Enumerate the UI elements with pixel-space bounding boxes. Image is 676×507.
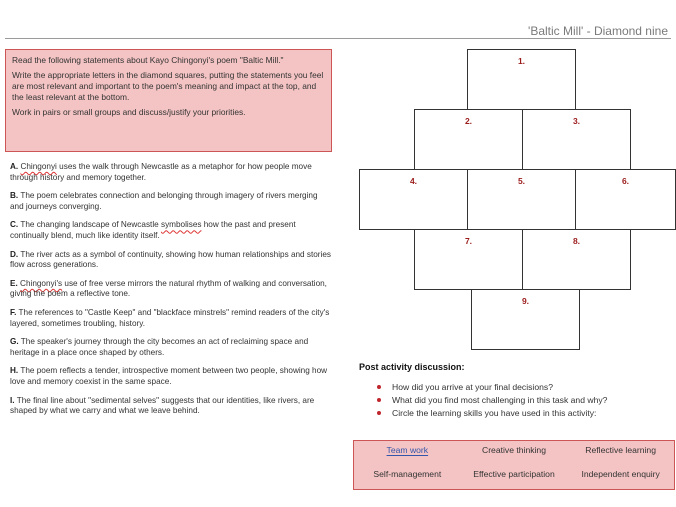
statement-h: H. The poem reflects a tender, introspective moment between two people, showing how love and memory coexist in the same space.: [10, 366, 328, 386]
statement-d: D. The river acts as a symbol of continuity, showing how human relationships and stories flow across generations.: [10, 249, 331, 270]
statement-f: F. The references to "Castle Keep" and "blackface minstrels" remind readers of the city's layered, sometimes troubling, history.: [10, 307, 330, 328]
learning-skills-box: [353, 440, 675, 490]
skill-effective-participation[interactable]: Effective participation: [473, 468, 555, 479]
diamond-square-8[interactable]: 8.: [522, 229, 631, 290]
statement-g: G. The speaker's journey through the city becomes an act of reclaiming space and heritage in a place once shaped by others.: [10, 337, 309, 357]
statement-b: B. The poem celebrates connection and belonging through imagery of rivers merging and journeys converging.: [10, 191, 318, 211]
diamond-square-6[interactable]: 6.: [575, 169, 676, 230]
discussion-question: What did you find most challenging in this task and why?: [392, 394, 671, 407]
statement-list: [10, 162, 332, 425]
diamond-square-9[interactable]: 9.: [471, 289, 580, 350]
title-divider: [5, 38, 671, 39]
skill-self-management[interactable]: Self-management: [373, 468, 442, 479]
post-activity-discussion: [359, 362, 671, 420]
skill-team-work[interactable]: Team work: [386, 444, 429, 455]
diamond-square-1[interactable]: 1.: [467, 49, 576, 110]
page-title: 'Baltic Mill' - Diamond nine: [528, 24, 668, 38]
instruction-write: Write the appropriate letters in the diamond squares, putting the statements you feel are most relevant and important to the poem's meaning and impact at the top, and the least relevant at the bottom.: [12, 69, 324, 102]
diamond-square-3[interactable]: 3.: [522, 109, 631, 170]
statement-a: A. Chingonyi uses the walk through Newcastle as a metaphor for how people move through history and memory together.: [10, 162, 312, 182]
skill-independent-enquiry[interactable]: Independent enquiry: [581, 468, 660, 479]
discussion-questions: [359, 381, 671, 420]
statement-i: I. The final line about "sedimental selves" suggests that our identities, like rivers, are shaped by what we carry and what we leave behind.: [10, 395, 315, 416]
instruction-discuss: Work in pairs or small groups and discuss/justify your priorities.: [12, 106, 246, 117]
statement-e: E. Chingonyi's use of free verse mirrors the natural rhythm of walking and conversation, giving the poem a reflective tone.: [10, 278, 327, 299]
skill-reflective-learning[interactable]: Reflective learning: [585, 444, 656, 455]
diamond-square-2[interactable]: 2.: [414, 109, 523, 170]
skill-creative-thinking[interactable]: Creative thinking: [481, 444, 546, 455]
diamond-square-4[interactable]: 4.: [359, 169, 468, 230]
instruction-read: Read the following statements about Kayo Chingonyi's poem "Baltic Mill.": [12, 55, 284, 65]
discussion-heading: Post activity discussion:: [359, 362, 465, 372]
discussion-question: How did you arrive at your final decisions?: [392, 381, 671, 394]
instructions-box: [5, 49, 332, 152]
discussion-question: Circle the learning skills you have used in this activity:: [392, 407, 671, 420]
diamond-square-7[interactable]: 7.: [414, 229, 523, 290]
statement-c: C. The changing landscape of Newcastle symbolises how the past and present continually blend, much like identity itself.: [10, 220, 296, 240]
diamond-square-5[interactable]: 5.: [467, 169, 576, 230]
